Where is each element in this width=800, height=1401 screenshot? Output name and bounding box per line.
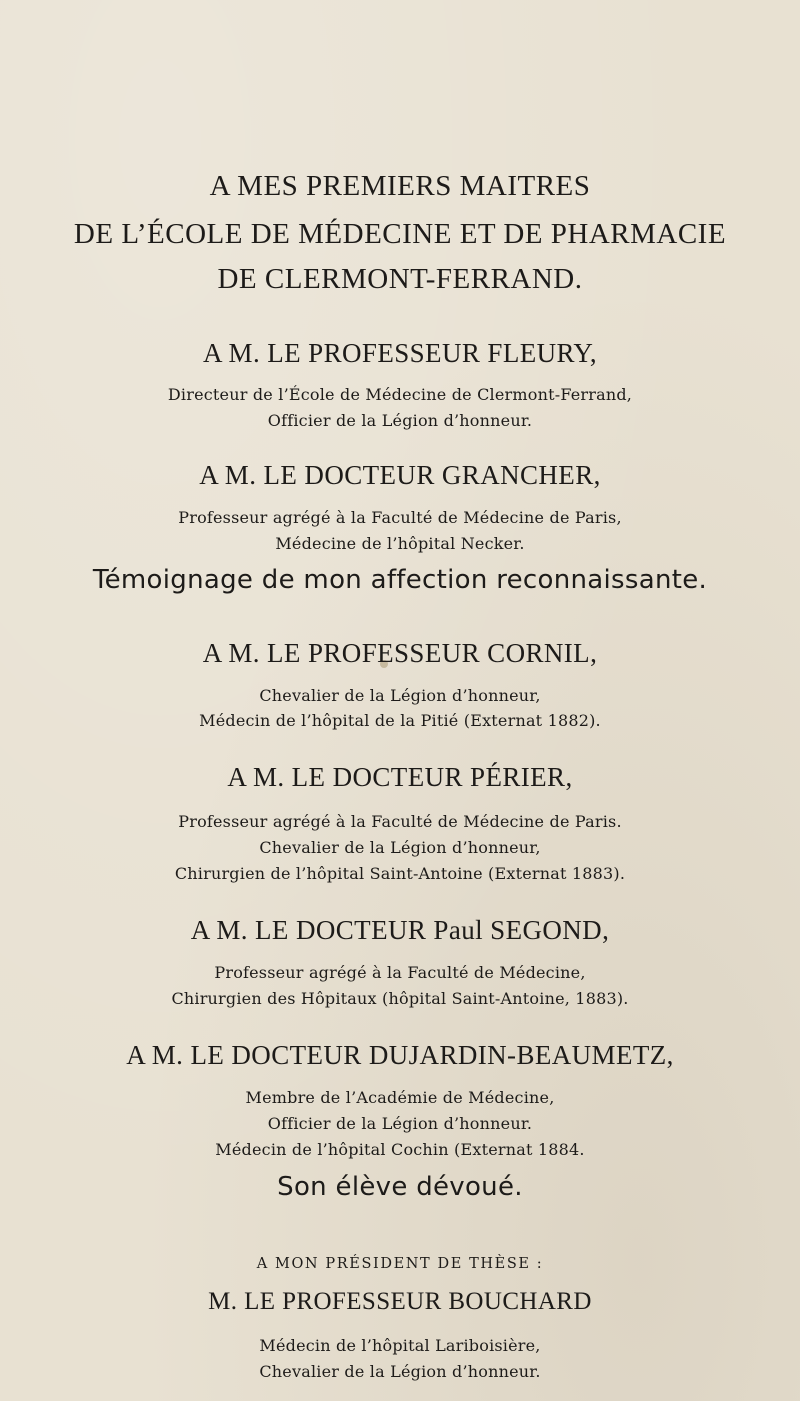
dedication-line: Chirurgien des Hôpitaux (hôpital Saint-Antoine, 1883). xyxy=(171,989,629,1008)
dedication-line: Médecin de l’hôpital Cochin (Externat 1884. xyxy=(215,1140,585,1159)
president-line: Médecin de l’hôpital Lariboisière, xyxy=(259,1336,541,1355)
dedication-line: Chevalier de la Légion d’honneur, xyxy=(259,686,541,705)
dedication-line: Chevalier de la Légion d’honneur, xyxy=(259,838,541,857)
president-heading: M. LE PROFESSEUR BOUCHARD xyxy=(208,1288,592,1315)
dedication-heading-cornil: A M. LE PROFESSEUR CORNIL, xyxy=(202,638,598,668)
president-label: A MON PRÉSIDENT DE THÈSE : xyxy=(256,1256,544,1272)
dedication-heading-dujardin-beaumetz: A M. LE DOCTEUR DUJARDIN-BEAUMETZ, xyxy=(126,1040,674,1070)
dedication-closing: Témoignage de mon affection reconnaissante. xyxy=(92,565,708,595)
dedication-line: Chirurgien de l’hôpital Saint-Antoine (Externat 1883). xyxy=(174,864,626,883)
dedication-line: Professeur agrégé à la Faculté de Médecine, xyxy=(214,963,586,982)
dedication-heading-perier: A M. LE DOCTEUR PÉRIER, xyxy=(227,762,573,792)
president-line: Chevalier de la Légion d’honneur. xyxy=(259,1362,541,1381)
dedication-line: Médecin de l’hôpital de la Pitié (Externat 1882). xyxy=(199,711,601,730)
dedication-heading-fleury: A M. LE PROFESSEUR FLEURY, xyxy=(202,338,597,368)
dedication-heading-segond: A M. LE DOCTEUR Paul SEGOND, xyxy=(190,915,610,945)
dedication-line: Professeur agrégé à la Faculté de Médecine de Paris. xyxy=(178,812,622,831)
title-line-2: DE L’ÉCOLE DE MÉDECINE ET DE PHARMACIE xyxy=(73,218,727,250)
dedication-line: Officier de la Légion d’honneur. xyxy=(267,1114,533,1133)
title-line-3: DE CLERMONT-FERRAND. xyxy=(217,263,583,295)
title-line-1: A MES PREMIERS MAITRES xyxy=(209,170,591,202)
dedication-heading-grancher: A M. LE DOCTEUR GRANCHER, xyxy=(199,460,601,490)
dedication-line: Médecine de l’hôpital Necker. xyxy=(275,534,525,553)
dedication-closing: Son élève dévoué. xyxy=(277,1172,523,1202)
dedication-line: Officier de la Légion d’honneur. xyxy=(267,411,533,430)
dedication-line: Directeur de l’École de Médecine de Clermont-Ferrand, xyxy=(167,385,633,404)
dedication-line: Professeur agrégé à la Faculté de Médecine de Paris, xyxy=(178,508,622,527)
dedication-line: Membre de l’Académie de Médecine, xyxy=(245,1088,555,1107)
